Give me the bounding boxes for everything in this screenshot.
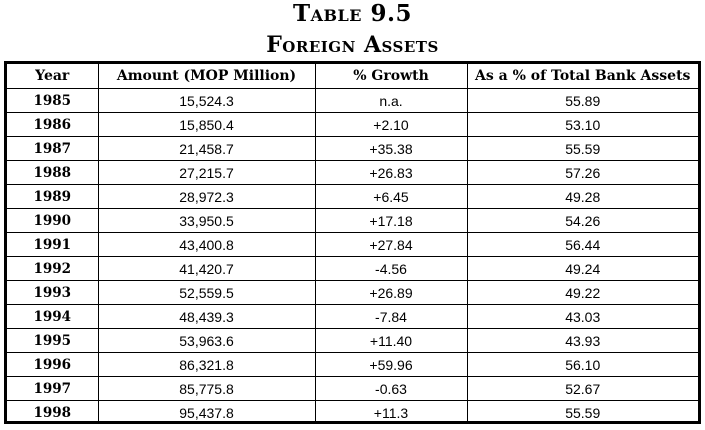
cell-growth: +2.10 (315, 113, 467, 137)
cell-pct-total: 56.10 (467, 353, 698, 377)
cell-amount: 28,972.3 (98, 185, 315, 209)
cell-amount: 15,524.3 (98, 89, 315, 113)
cell-amount: 27,215.7 (98, 161, 315, 185)
cell-pct-total: 53.10 (467, 113, 698, 137)
table-row (7, 209, 698, 233)
cell-pct-total: 49.22 (467, 281, 698, 305)
cell-growth: +6.45 (315, 185, 467, 209)
table-row (7, 305, 698, 329)
cell-year: 1987 (7, 137, 98, 161)
cell-pct-total: 57.26 (467, 161, 698, 185)
cell-year: 1998 (7, 401, 98, 425)
cell-growth: +17.18 (315, 209, 467, 233)
table-row (7, 329, 698, 353)
cell-year: 1995 (7, 329, 98, 353)
table-row (7, 353, 698, 377)
cell-amount: 85,775.8 (98, 377, 315, 401)
cell-growth: +35.38 (315, 137, 467, 161)
cell-year: 1988 (7, 161, 98, 185)
table-title: Table 9.5 (292, 0, 413, 27)
cell-year: 1994 (7, 305, 98, 329)
cell-year: 1996 (7, 353, 98, 377)
cell-amount: 15,850.4 (98, 113, 315, 137)
cell-pct-total: 52.67 (467, 377, 698, 401)
table-row (7, 377, 698, 401)
cell-pct-total: 55.59 (467, 137, 698, 161)
cell-year: 1985 (7, 89, 98, 113)
cell-year: 1993 (7, 281, 98, 305)
cell-growth: -7.84 (315, 305, 467, 329)
cell-amount: 52,559.5 (98, 281, 315, 305)
cell-growth: +11.40 (315, 329, 467, 353)
cell-growth: n.a. (315, 89, 467, 113)
cell-pct-total: 43.03 (467, 305, 698, 329)
cell-pct-total: 54.26 (467, 209, 698, 233)
cell-pct-total: 56.44 (467, 233, 698, 257)
cell-pct-total: 55.89 (467, 89, 698, 113)
header-row (7, 64, 698, 89)
table-row (7, 137, 698, 161)
table-row (7, 185, 698, 209)
cell-growth: +11.3 (315, 401, 467, 425)
table-row (7, 113, 698, 137)
cell-amount: 21,458.7 (98, 137, 315, 161)
table-body (7, 89, 698, 425)
foreign-assets-table (4, 61, 701, 424)
cell-year: 1986 (7, 113, 98, 137)
cell-year: 1992 (7, 257, 98, 281)
cell-amount: 53,963.6 (98, 329, 315, 353)
table-row (7, 161, 698, 185)
cell-year: 1997 (7, 377, 98, 401)
cell-amount: 86,321.8 (98, 353, 315, 377)
cell-pct-total: 49.28 (467, 185, 698, 209)
column-header-amount: Amount (MOP Million) (98, 64, 315, 89)
cell-pct-total: 49.24 (467, 257, 698, 281)
cell-amount: 33,950.5 (98, 209, 315, 233)
cell-growth: +59.96 (315, 353, 467, 377)
table-row (7, 257, 698, 281)
cell-amount: 48,439.3 (98, 305, 315, 329)
cell-year: 1989 (7, 185, 98, 209)
cell-growth: +26.89 (315, 281, 467, 305)
table-row (7, 89, 698, 113)
cell-amount: 41,420.7 (98, 257, 315, 281)
column-header-pct-total: As a % of Total Bank Assets (467, 64, 698, 89)
cell-growth: -4.56 (315, 257, 467, 281)
cell-year: 1990 (7, 209, 98, 233)
cell-year: 1991 (7, 233, 98, 257)
table-row (7, 233, 698, 257)
cell-pct-total: 43.93 (467, 329, 698, 353)
cell-growth: +26.83 (315, 161, 467, 185)
column-header-year: Year (7, 64, 98, 89)
cell-growth: +27.84 (315, 233, 467, 257)
cell-amount: 43,400.8 (98, 233, 315, 257)
table-row (7, 281, 698, 305)
cell-amount: 95,437.8 (98, 401, 315, 425)
table-subtitle: Foreign Assets (266, 32, 439, 58)
cell-growth: -0.63 (315, 377, 467, 401)
column-header-growth: % Growth (315, 64, 467, 89)
table-row (7, 401, 698, 425)
cell-pct-total: 55.59 (467, 401, 698, 425)
